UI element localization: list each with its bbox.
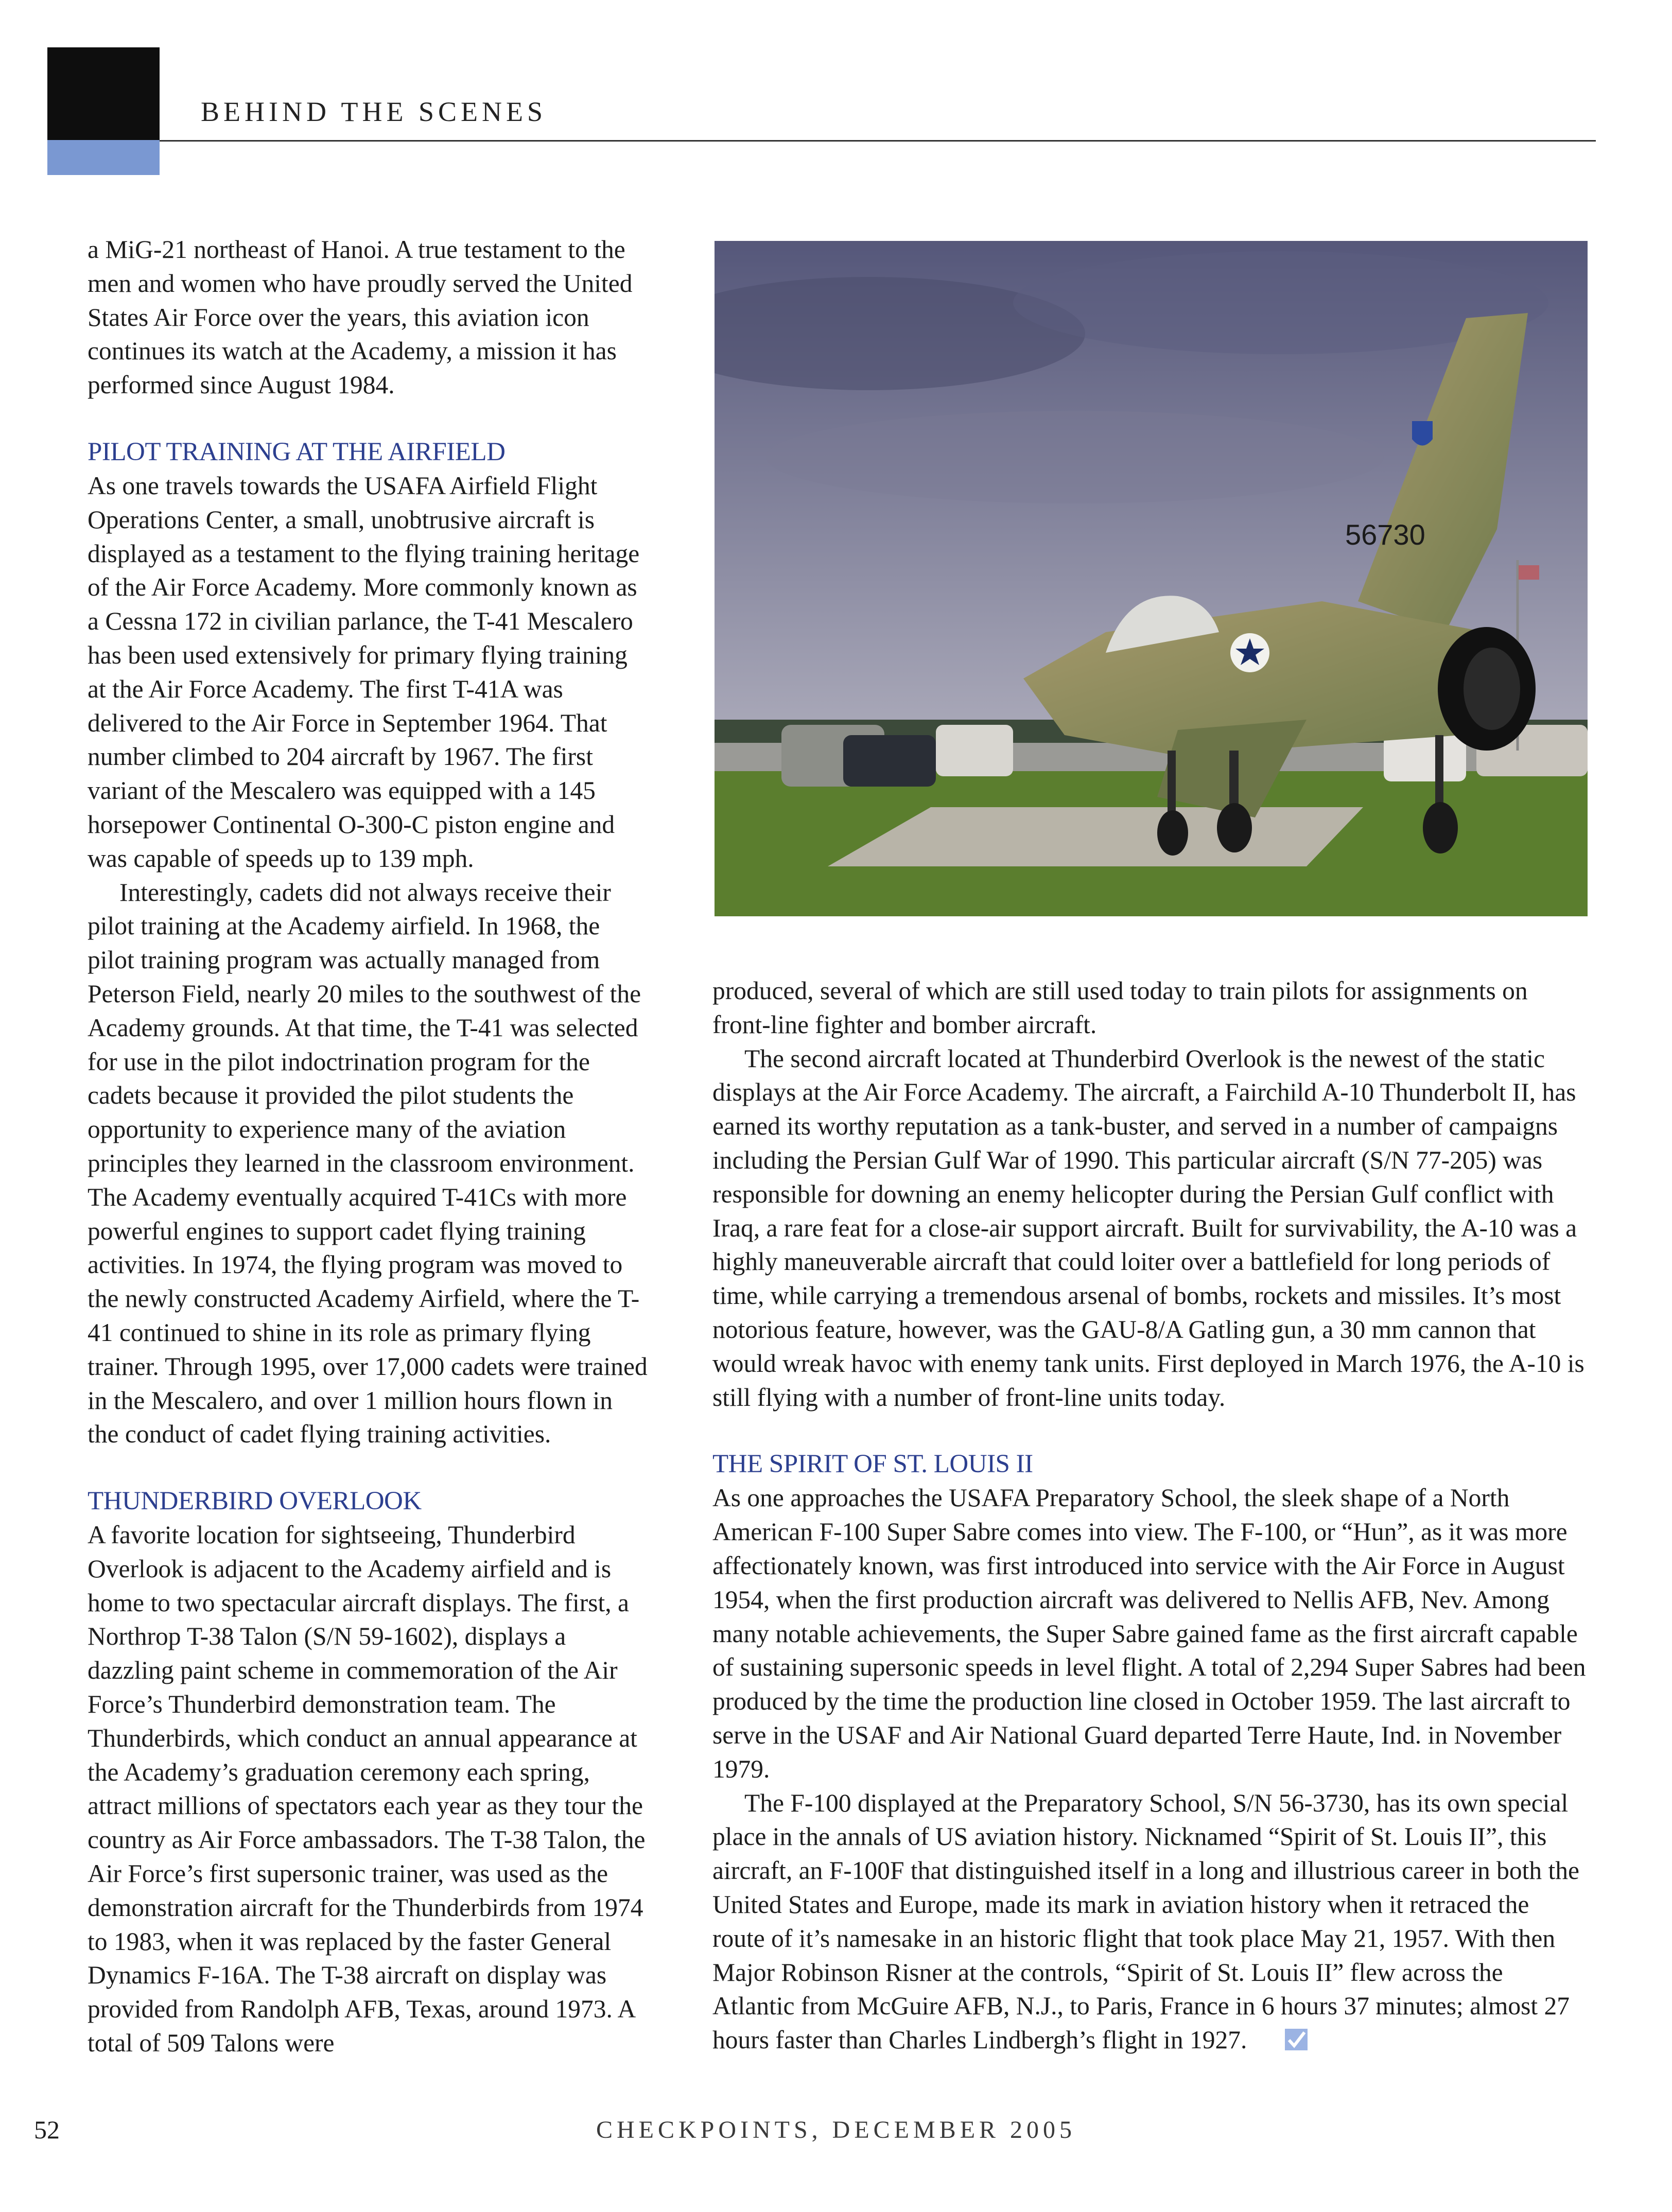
closing-paragraph	[712, 1786, 1588, 2057]
right-column	[712, 974, 1588, 2057]
heading-thunderbird-overlook: THUNDERBIRD OVERLOOK	[88, 1487, 422, 1516]
body-paragraph: As one travels towards the USAFA Airfield Flight Operations Center, a small, unobtrusive aircraft is displayed as a testament to the flying training heritage of the Air Force Academy. More commonly known as a Cessna 172 in civilian parlance, the T-41 Mescalero has been used extensively for primary flying training at the Air Force Academy. The first T-41A was delivered to the Air Force in September 1964. That number climbed to 204 aircraft by 1967. The first variant of the Mescalero was equipped with a 145 horsepower Continental O-300-C piston engine and was capable of speeds up to 139 mph.	[88, 471, 640, 873]
section-label: BEHIND THE SCENES	[201, 96, 547, 127]
heading-pilot-training: PILOT TRAINING AT THE AIRFIELD	[88, 437, 506, 466]
heading-spirit-of-st-louis: THE SPIRIT OF ST. LOUIS II	[712, 1450, 1033, 1479]
header-blue-block	[47, 140, 160, 175]
body-paragraph: Interestingly, cadets did not always receive their pilot training at the Academy airfield. In 1968, the pilot training program was actually managed from Peterson Field, nearly 20 miles to the southwest of the Academy grounds. At that time, the T-41 was selected for use in the pilot indoctrination program for the cadets because it provided the pilot students the opportunity to experience many of the aviation principles they learned in the classroom environment. The Academy eventually acquired T-41Cs with more powerful engines to support cadet flying training activities. In 1974, the flying program was moved to the newly constructed Academy Airfield, where the T-41 continued to shine in its role as primary flying trainer. Through 1995, over 17,000 cadets were trained in the Mescalero, and over 1 million hours flown in the conduct of cadet flying training activities.	[88, 878, 648, 1449]
left-column	[88, 233, 649, 2060]
body-paragraph: A favorite location for sightseeing, Thunderbird Overlook is adjacent to the Academy airfield and is home to two spectacular aircraft displays. The first, a Northrop T-38 Talon (S/N 59-1602), displays a dazzling paint scheme in commemoration of the Air Force’s Thunderbird demonstration team. The Thunderbirds, which conduct an annual appearance at the Academy’s graduation ceremony each spring, attract millions of spectators each year as they tour the country as Air Force ambassadors. The T-38 Talon, the Air Force’s first supersonic trainer, was used as the demonstration aircraft for the Thunderbirds from 1974 to 1983, when it was replaced by the faster General Dynamics F-16A. The T-38 aircraft on display was provided from Randolph AFB, Texas, around 1973. A total of 509 Talons were	[88, 1521, 646, 2058]
page-number: 52	[34, 2115, 60, 2144]
body-paragraph: The second aircraft located at Thunderbird Overlook is the newest of the static displays at the Air Force Academy. The aircraft, a Fairchild A-10 Thunderbolt II, has earned its worthy reputation as a tank-buster, and served in a number of campaigns including the Persian Gulf War of 1990. This particular aircraft (S/N 77-205) was responsible for downing an enemy helicopter during the Persian Gulf conflict with Iraq, a rare feat for a close-air support aircraft. Built for survivability, the A-10 was a highly maneuverable aircraft that could loiter over a battlefield for long periods of time, while carrying a tremendous arsenal of bombs, rockets and missiles. It’s most notorious feature, however, was the GAU-8/A Gatling gun, a 30 mm cannon that would wreak havoc with enemy tank units. First deployed in March 1976, the A-10 is still flying with a number of front-line units today.	[712, 1044, 1584, 1412]
header-black-block	[47, 47, 160, 140]
tail-number: 56730	[1345, 518, 1425, 551]
publication-footer: CHECKPOINTS, DECEMBER 2005	[596, 2116, 1076, 2144]
checkmark-icon	[1253, 2025, 1276, 2047]
continuation-paragraph: produced, several of which are still used today to train pilots for assignments on front-line fighter and bomber aircraft.	[712, 977, 1528, 1039]
body-paragraph: As one approaches the USAFA Preparatory School, the sleek shape of a North American F-100 Super Sabre comes into view. The F-100, or “Hun”, as it was more affectionately known, was first introduced into service with the Air Force in August 1954, when the first production aircraft was delivered to Nellis AFB, Nev. Among many notable achievements, the Super Sabre gained fame as the first aircraft capable of sustaining supersonic speeds in level flight. A total of 2,294 Super Sabres had been produced by the time the production line closed in October 1959. The last aircraft to serve in the USAF and Air National Guard departed Terre Haute, Ind. in November 1979.	[712, 1484, 1586, 1783]
aircraft-illustration	[715, 241, 1588, 916]
closing-paragraph-text: The F-100 displayed at the Preparatory School, S/N 56-3730, has its own special place in the annals of US aviation history. Nicknamed “Spirit of St. Louis II”, this aircraft, an F-100F that distinguished itself in a long and illustrious career in both the United States and Europe, made its mark in aviation history when it retraced the route of it’s namesake in an historic flight that took place May 21, 1957. With then Major Robinson Risner at the controls, “Spirit of St. Louis II” flew across the Atlantic from McGuire AFB, N.J., to Paris, France in 6 hours 37 minutes; almost 27 hours faster than Charles Lindbergh’s flight in 1927.	[712, 1788, 1580, 2054]
intro-paragraph: a MiG-21 northeast of Hanoi. A true testament to the men and women who have proudly served the United States Air Force over the years, this aviation icon continues its watch at the Academy, a mission it has performed since August 1984.	[88, 235, 633, 399]
header-rule	[160, 140, 1596, 142]
f100-aircraft-photo	[715, 241, 1588, 916]
